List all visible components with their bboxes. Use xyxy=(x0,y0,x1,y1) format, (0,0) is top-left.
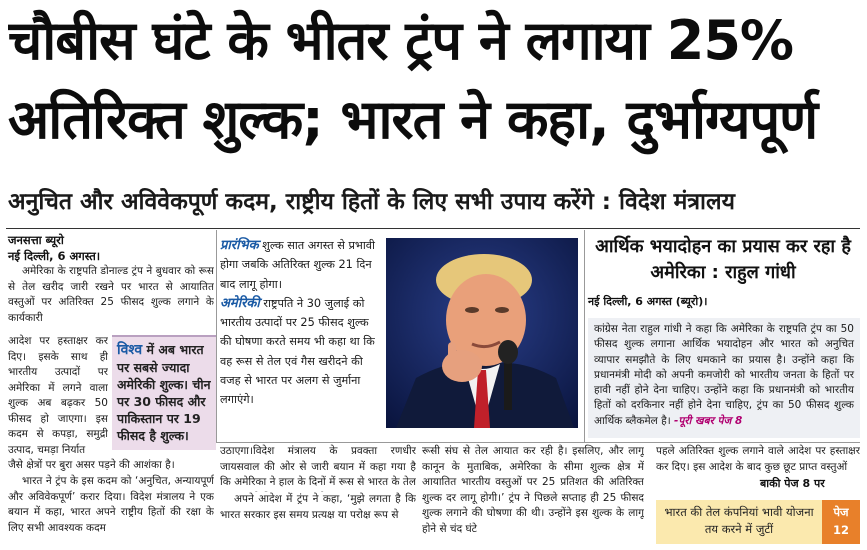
bottom-divider xyxy=(216,442,860,443)
left-para-1-full: अमेरिका के राष्ट्रपति डोनाल्ड ट्रंप ने बुधवार को रूस से तेल खरीद जारी रखने पर भारत से आयातित वस्तुओं पर अतिरिक्त 25 फीसद शुल्क लगाने के कार्यकारी xyxy=(8,265,214,324)
bottom-col-3: पहले अतिरिक्त शुल्क लगाने वाले आदेश पर हस्ताक्षर कर दिए। इस आदेश के बाद कुछ छूट प्राप्त वस्तुओं xyxy=(656,445,860,473)
page-badge[interactable] xyxy=(822,500,860,544)
column-divider-mid xyxy=(584,230,585,442)
middle-text-2: राष्ट्रपति ने 30 जुलाई को भारतीय उत्पादों पर 25 फीसद शुल्क की घोषणा करते समय भी कहा था कि वह रूस से तेल एवं गैस खरीदने की वजह से भारत पर अलग से जुर्माना लगाएंगे। xyxy=(220,296,375,407)
dateline: नई दिल्ली, 6 अगस्त। xyxy=(8,249,101,263)
left-para-1-narrow: आदेश पर हस्ताक्षर कर दिए। इसके साथ ही भारतीय उत्पादों पर अमेरिका में लगने वाला शुल्क अब बढ़कर 50 फीसद हो जाएगा। इस कदम से कपड़ा, समुद्री उत्पाद, चमड़ा निर्यात xyxy=(8,335,108,456)
middle-lead-2: अमेरिकी xyxy=(220,295,260,311)
rahul-story-headline: आर्थिक भयादोहन का प्रयास कर रहा है अमेरिका : राहुल गांधी xyxy=(595,236,851,283)
rahul-dateline: नई दिल्ली, 6 अगस्त (ब्यूरो)। xyxy=(588,295,708,308)
promo-box[interactable]: भारत की तेल कंपनियां भावी योजना तय करने में जुटीं xyxy=(656,500,822,544)
continued-on-page-link[interactable]: -पूरी खबर पेज 8 xyxy=(674,414,743,427)
byline: जनसत्ता ब्यूरो xyxy=(8,233,64,247)
headline-line-2: अतिरिक्त शुल्क; भारत ने कहा, दुर्भाग्यपूर्ण xyxy=(8,88,818,151)
pull-quote xyxy=(112,335,216,450)
headline-line-1: चौबीस घंटे के भीतर ट्रंप ने लगाया 25% xyxy=(8,9,794,72)
continued-page-note[interactable]: बाकी पेज 8 पर xyxy=(760,477,825,490)
left-para-2: भारत ने ट्रंप के इस कदम को ‘अनुचित, अन्यायपूर्ण और अविवेकपूर्ण’ करार दिया। विदेश मंत्रालय ने एक बयान में कहा, भारत अपने राष्ट्रीय हितों की रक्षा के लिए सभी आवश्यक कदम xyxy=(8,475,214,534)
middle-text-1: शुल्क सात अगस्त से प्रभावी होगा जबकि अतिरिक्त शुल्क 21 दिन बाद लागू होगा। xyxy=(220,239,375,291)
rahul-story-body xyxy=(588,318,860,438)
rahul-story-text: कांग्रेस नेता राहुल गांधी ने कहा कि अमेरिका के राष्ट्रपति ट्रंप का 50 फीसद शुल्क लगाना आर्थिक भयादोहन और भारत को अनुचित व्यापार समझौते के लिए धमकाने का प्रयास है। उन्होंने कहा कि प्रधानमंत्री मोदी को अपनी कमजोरी को भारतीय जनता के हितों पर हावी नहीं होने देना चाहिए। उन्होंने कहा कि प्रधानमंत्री को भारतीय हितों को दरकिनार नहीं होने देना चाहिए, ट्रंप का 50 फीसद शुल्क आर्थिक ब्लैकमेल है। xyxy=(594,323,854,427)
bottom-col-2: रूसी संघ से तेल आयात कर रही है। इसलिए, और लागू कानून के मुताबिक, अमेरिका के सीमा शुल्क क्षेत्र में आयातित भारतीय वस्तुओं पर 25 प्रतिशत की अतिरिक्त शुल्क दर लागू होगी।’ ट्रंप ने पिछले सप्ताह ही 25 फीसद शुल्क लगाने की घोषणा की थी। उन्होंने इस शुल्क के लागू होने से चंद घंटे xyxy=(422,445,644,535)
column-divider-left xyxy=(216,230,217,442)
pull-quote-text: में अब भारत पर सबसे ज्यादा अमेरिकी शुल्क। चीन पर 30 फीसद और पाकिस्तान पर 19 फीसद है शुल्क। xyxy=(117,342,211,443)
top-divider xyxy=(6,228,860,229)
bottom-col-1b: अपने आदेश में ट्रंप ने कहा, ‘मुझे लगता है कि भारत सरकार इस समय प्रत्यक्ष या परोक्ष रूप से xyxy=(220,493,416,521)
middle-lead-1: प्रारंभिक xyxy=(220,238,259,253)
subheadline: अनुचित और अविवेकपूर्ण कदम, राष्ट्रीय हितों के लिए सभी उपाय करेंगे : विदेश मंत्रालय xyxy=(8,189,735,215)
news-photo xyxy=(386,238,578,428)
page-label: पेज xyxy=(833,505,849,519)
bottom-col-1: उठाएगा।विदेश मंत्रालय के प्रवक्ता रणधीर जायसवाल की ओर से जारी बयान में कहा गया है कि अमेरिका ने हाल के दिनों में रूस से भारत के तेल xyxy=(220,445,416,488)
middle-box xyxy=(220,236,382,436)
page-number: 12 xyxy=(832,523,849,537)
trump-photo-illustration xyxy=(386,238,578,428)
pull-quote-lead: विश्व xyxy=(117,342,143,358)
left-para-1-end: जैसे क्षेत्रों पर बुरा असर पड़ने की आशंका है। xyxy=(8,459,175,471)
